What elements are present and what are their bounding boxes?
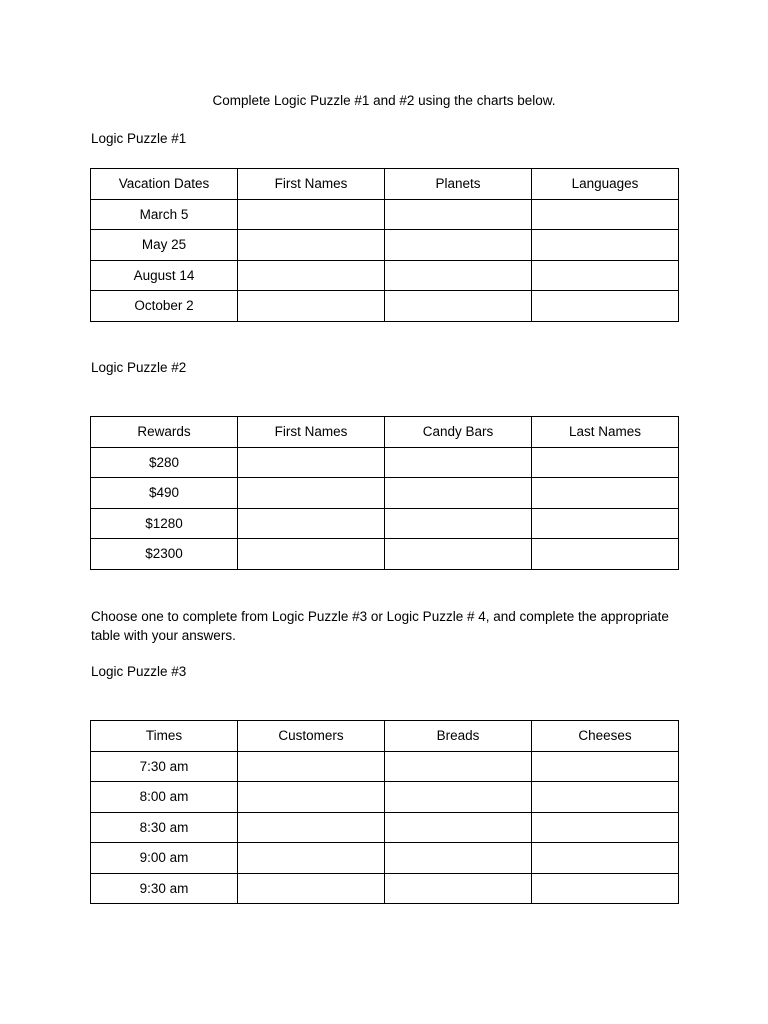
row-label: August 14 <box>91 260 238 291</box>
answer-cell[interactable] <box>532 447 679 478</box>
table-row <box>91 478 679 509</box>
answer-cell[interactable] <box>385 230 532 261</box>
puzzle-2-table <box>90 416 679 570</box>
answer-cell[interactable] <box>238 447 385 478</box>
column-header: Planets <box>385 169 532 200</box>
table-row <box>91 508 679 539</box>
answer-cell[interactable] <box>532 539 679 570</box>
table-row <box>91 782 679 813</box>
answer-cell[interactable] <box>532 291 679 322</box>
table-row <box>91 751 679 782</box>
table-row <box>91 230 679 261</box>
row-label: March 5 <box>91 199 238 230</box>
answer-cell[interactable] <box>385 782 532 813</box>
row-label: 8:30 am <box>91 812 238 843</box>
row-label: 7:30 am <box>91 751 238 782</box>
column-header: Breads <box>385 721 532 752</box>
column-header: First Names <box>238 417 385 448</box>
column-header: Customers <box>238 721 385 752</box>
puzzle-1-label: Logic Puzzle #1 <box>91 131 187 146</box>
answer-cell[interactable] <box>238 873 385 904</box>
table-header-row <box>91 169 679 200</box>
answer-cell[interactable] <box>532 843 679 874</box>
column-header: Rewards <box>91 417 238 448</box>
answer-cell[interactable] <box>532 260 679 291</box>
column-header: Times <box>91 721 238 752</box>
answer-cell[interactable] <box>532 751 679 782</box>
column-header: Cheeses <box>532 721 679 752</box>
answer-cell[interactable] <box>532 199 679 230</box>
puzzle-3-table <box>90 720 679 904</box>
column-header: First Names <box>238 169 385 200</box>
answer-cell[interactable] <box>238 782 385 813</box>
answer-cell[interactable] <box>532 782 679 813</box>
row-label: 9:30 am <box>91 873 238 904</box>
table-row <box>91 539 679 570</box>
answer-cell[interactable] <box>238 843 385 874</box>
puzzle-3-label: Logic Puzzle #3 <box>91 664 187 679</box>
answer-cell[interactable] <box>532 873 679 904</box>
puzzle-2-label: Logic Puzzle #2 <box>91 360 187 375</box>
answer-cell[interactable] <box>238 199 385 230</box>
column-header: Candy Bars <box>385 417 532 448</box>
puzzle-1-table <box>90 168 679 322</box>
row-label: $280 <box>91 447 238 478</box>
answer-cell[interactable] <box>238 230 385 261</box>
row-label: 8:00 am <box>91 782 238 813</box>
answer-cell[interactable] <box>385 199 532 230</box>
column-header: Vacation Dates <box>91 169 238 200</box>
table-header-row <box>91 417 679 448</box>
choose-instructions: Choose one to complete from Logic Puzzle #3 or Logic Puzzle # 4, and complete the appropriate table with your answers. <box>91 609 669 643</box>
answer-cell[interactable] <box>385 843 532 874</box>
table-row <box>91 199 679 230</box>
table-row <box>91 260 679 291</box>
answer-cell[interactable] <box>385 812 532 843</box>
row-label: October 2 <box>91 291 238 322</box>
answer-cell[interactable] <box>385 873 532 904</box>
table-row <box>91 291 679 322</box>
instructions-heading: Complete Logic Puzzle #1 and #2 using the charts below. <box>212 93 556 108</box>
row-label: $1280 <box>91 508 238 539</box>
table-row <box>91 447 679 478</box>
answer-cell[interactable] <box>238 539 385 570</box>
column-header: Last Names <box>532 417 679 448</box>
answer-cell[interactable] <box>385 447 532 478</box>
answer-cell[interactable] <box>238 508 385 539</box>
answer-cell[interactable] <box>385 260 532 291</box>
table-row <box>91 873 679 904</box>
row-label: 9:00 am <box>91 843 238 874</box>
answer-cell[interactable] <box>532 812 679 843</box>
answer-cell[interactable] <box>385 291 532 322</box>
answer-cell[interactable] <box>385 751 532 782</box>
answer-cell[interactable] <box>238 291 385 322</box>
row-label: $2300 <box>91 539 238 570</box>
table-row <box>91 843 679 874</box>
table-header-row <box>91 721 679 752</box>
answer-cell[interactable] <box>385 508 532 539</box>
table-row <box>91 812 679 843</box>
column-header: Languages <box>532 169 679 200</box>
answer-cell[interactable] <box>532 508 679 539</box>
answer-cell[interactable] <box>238 812 385 843</box>
answer-cell[interactable] <box>238 260 385 291</box>
row-label: $490 <box>91 478 238 509</box>
answer-cell[interactable] <box>532 230 679 261</box>
answer-cell[interactable] <box>238 751 385 782</box>
row-label: May 25 <box>91 230 238 261</box>
answer-cell[interactable] <box>385 539 532 570</box>
answer-cell[interactable] <box>532 478 679 509</box>
answer-cell[interactable] <box>238 478 385 509</box>
answer-cell[interactable] <box>385 478 532 509</box>
